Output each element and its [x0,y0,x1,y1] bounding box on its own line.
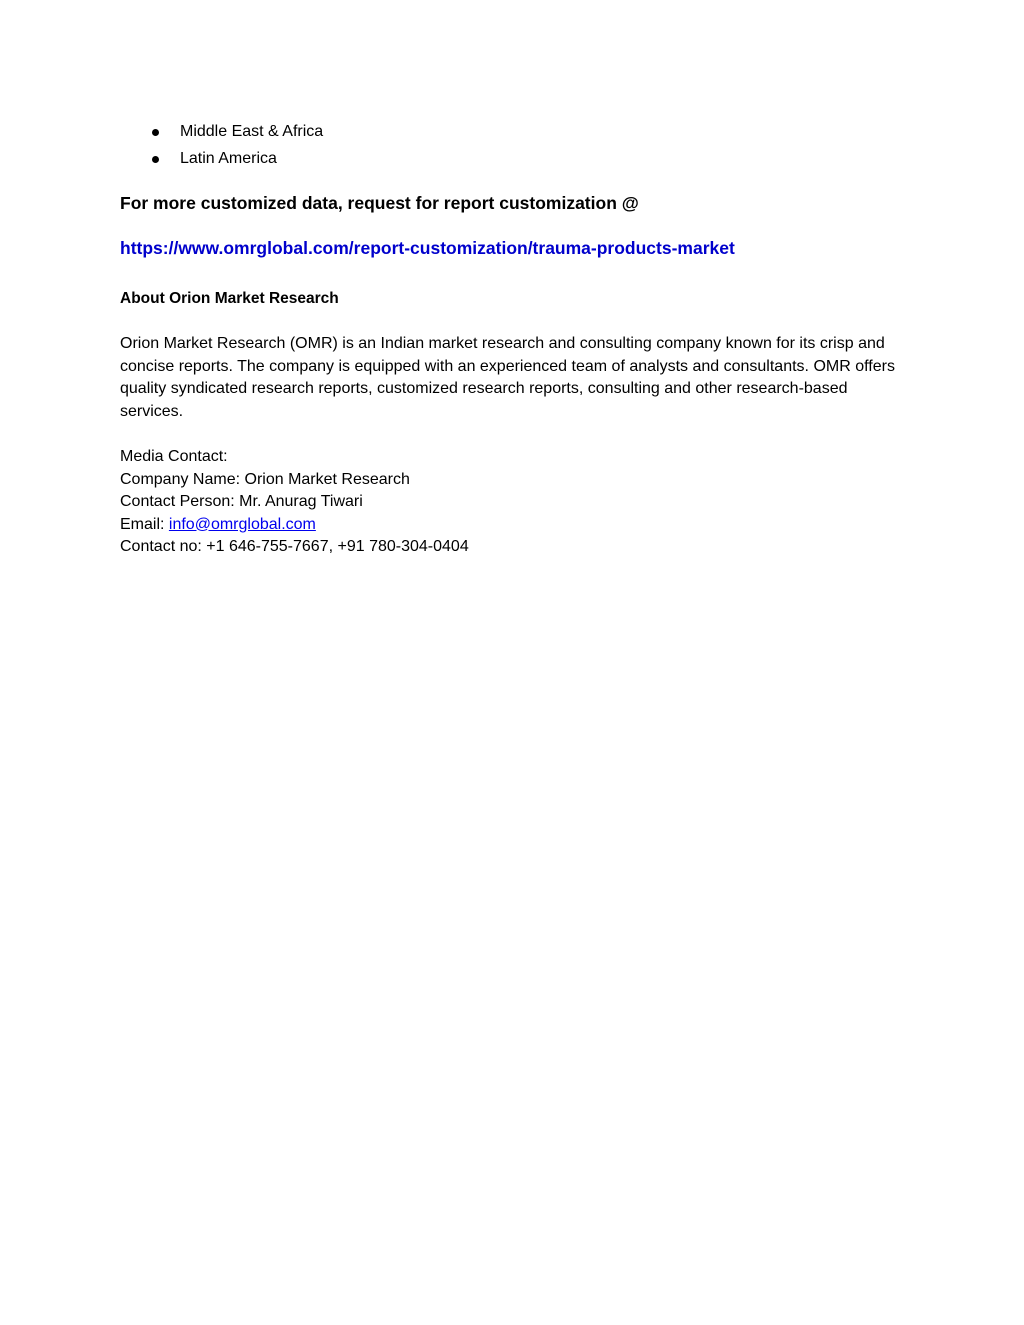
about-heading: About Orion Market Research [120,290,339,307]
email-line [120,514,469,537]
region-bullet-list [120,121,323,175]
email-label: Email: [120,515,169,533]
bullet-icon [152,129,159,136]
list-item [120,121,323,148]
about-paragraph: Orion Market Research (OMR) is an Indian market research and consulting company known for its crisp and concise reports. The company is equipped with an experienced team of analysts and consultants. OMR offers quality syndicated research reports, customized research reports, consulting and other research-based services. [120,335,895,420]
company-name-line: Company Name: Orion Market Research [120,470,410,488]
list-item [120,148,323,175]
media-contact-block [120,446,469,559]
contact-person-line: Contact Person: Mr. Anurag Tiwari [120,493,363,510]
region-label: Middle East & Africa [180,123,324,140]
customization-heading: For more customized data, request for report customization @ [120,193,639,213]
email-link[interactable]: info@omrglobal.com [168,515,316,533]
bullet-icon [152,156,159,163]
customization-link[interactable]: https://www.omrglobal.com/report-customization/trauma-products-market [120,238,735,258]
media-contact-title: Media Contact: [120,448,228,465]
region-label: Latin America [180,150,277,167]
phone-line: Contact no: +1 646-755-7667, +91 780-304-0404 [120,538,469,555]
